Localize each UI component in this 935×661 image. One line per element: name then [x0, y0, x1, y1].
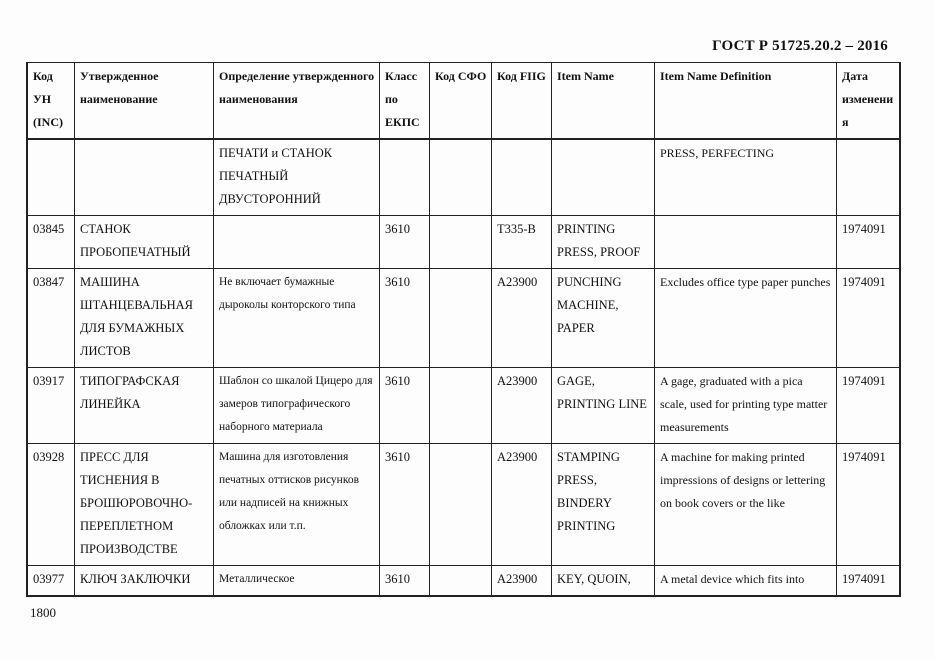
cell-item-name: PUNCHING MACHINE, PAPER	[552, 269, 655, 368]
cell-definition: Металлическое	[214, 566, 380, 597]
table-row	[27, 566, 900, 597]
cell-item-name: PRINTING PRESS, PROOF	[552, 216, 655, 269]
cell-ekps-class: 3610	[380, 269, 430, 368]
cell-definition: Шаблон со шкалой Цицеро для замеров типографического наборного материала	[214, 368, 380, 444]
cell-change-date: 1974091	[837, 269, 901, 368]
cell-ekps-class: 3610	[380, 368, 430, 444]
cell-ekps-class: 3610	[380, 216, 430, 269]
cell-item-name: STAMPING PRESS, BINDERY PRINTING	[552, 444, 655, 566]
cell-fiig-code	[492, 139, 552, 216]
table-row	[27, 444, 900, 566]
col-header-fiig-code: Код FIIG	[492, 63, 552, 140]
cell-inc: 03845	[27, 216, 75, 269]
cell-fiig-code: A23900	[492, 444, 552, 566]
catalog-table	[26, 62, 901, 597]
cell-item-name: KEY, QUOIN,	[552, 566, 655, 597]
cell-definition: Не включает бумажные дыроколы конторского типа	[214, 269, 380, 368]
cell-change-date: 1974091	[837, 216, 901, 269]
table-header-row	[27, 63, 900, 140]
col-header-sfo-code: Код СФО	[430, 63, 492, 140]
col-header-item-name-definition: Item Name Definition	[655, 63, 837, 140]
cell-approved-name	[75, 139, 214, 216]
cell-approved-name: СТАНОК ПРОБОПЕЧАТНЫЙ	[75, 216, 214, 269]
cell-sfo-code	[430, 368, 492, 444]
cell-fiig-code: T335-B	[492, 216, 552, 269]
cell-inc: 03917	[27, 368, 75, 444]
cell-definition	[214, 216, 380, 269]
cell-approved-name: ПРЕСС ДЛЯ ТИСНЕНИЯ В БРОШЮРОВОЧНО-ПЕРЕПЛЕТНОМ ПРОИЗВОДСТВЕ	[75, 444, 214, 566]
cell-item-name-definition: PRESS, PERFECTING	[655, 139, 837, 216]
cell-change-date: 1974091	[837, 566, 901, 597]
cell-fiig-code: A23900	[492, 368, 552, 444]
cell-ekps-class	[380, 139, 430, 216]
col-header-approved-name: Утвержденное наименование	[75, 63, 214, 140]
cell-change-date: 1974091	[837, 444, 901, 566]
cell-sfo-code	[430, 216, 492, 269]
cell-item-name-definition: A metal device which fits into	[655, 566, 837, 597]
cell-fiig-code: A23900	[492, 269, 552, 368]
table-row	[27, 216, 900, 269]
table-row	[27, 139, 900, 216]
cell-sfo-code	[430, 566, 492, 597]
cell-approved-name: КЛЮЧ ЗАКЛЮЧКИ	[75, 566, 214, 597]
cell-inc	[27, 139, 75, 216]
page-number: 1800	[30, 605, 56, 620]
cell-item-name-definition: Excludes office type paper punches	[655, 269, 837, 368]
cell-inc: 03928	[27, 444, 75, 566]
cell-inc: 03977	[27, 566, 75, 597]
cell-change-date	[837, 139, 901, 216]
cell-sfo-code	[430, 269, 492, 368]
cell-approved-name: ТИПОГРАФСКАЯ ЛИНЕЙКА	[75, 368, 214, 444]
cell-sfo-code	[430, 444, 492, 566]
col-header-item-name: Item Name	[552, 63, 655, 140]
cell-approved-name: МАШИНА ШТАНЦЕВАЛЬНАЯ ДЛЯ БУМАЖНЫХ ЛИСТОВ	[75, 269, 214, 368]
table-row	[27, 368, 900, 444]
cell-item-name-definition: A machine for making printed impressions of designs or lettering on book covers or the like	[655, 444, 837, 566]
cell-change-date: 1974091	[837, 368, 901, 444]
document-code: ГОСТ Р 51725.20.2 – 2016	[712, 38, 888, 54]
cell-item-name-definition: A gage, graduated with a pica scale, used for printing type matter measurements	[655, 368, 837, 444]
col-header-change-date: Дата изменения	[837, 63, 901, 140]
cell-ekps-class: 3610	[380, 444, 430, 566]
cell-ekps-class: 3610	[380, 566, 430, 597]
cell-fiig-code: A23900	[492, 566, 552, 597]
cell-item-name	[552, 139, 655, 216]
cell-definition: Машина для изготовления печатных оттисков рисунков или надписей на книжных обложках или т.п.	[214, 444, 380, 566]
col-header-inc: Код УН (INC)	[27, 63, 75, 140]
cell-item-name-definition	[655, 216, 837, 269]
table-row	[27, 269, 900, 368]
cell-inc: 03847	[27, 269, 75, 368]
cell-item-name: GAGE, PRINTING LINE	[552, 368, 655, 444]
col-header-definition: Определение утвержденного наименования	[214, 63, 380, 140]
cell-definition: ПЕЧАТИ и СТАНОК ПЕЧАТНЫЙ ДВУСТОРОННИЙ	[214, 139, 380, 216]
cell-sfo-code	[430, 139, 492, 216]
col-header-ekps-class: Класс по ЕКПС	[380, 63, 430, 140]
